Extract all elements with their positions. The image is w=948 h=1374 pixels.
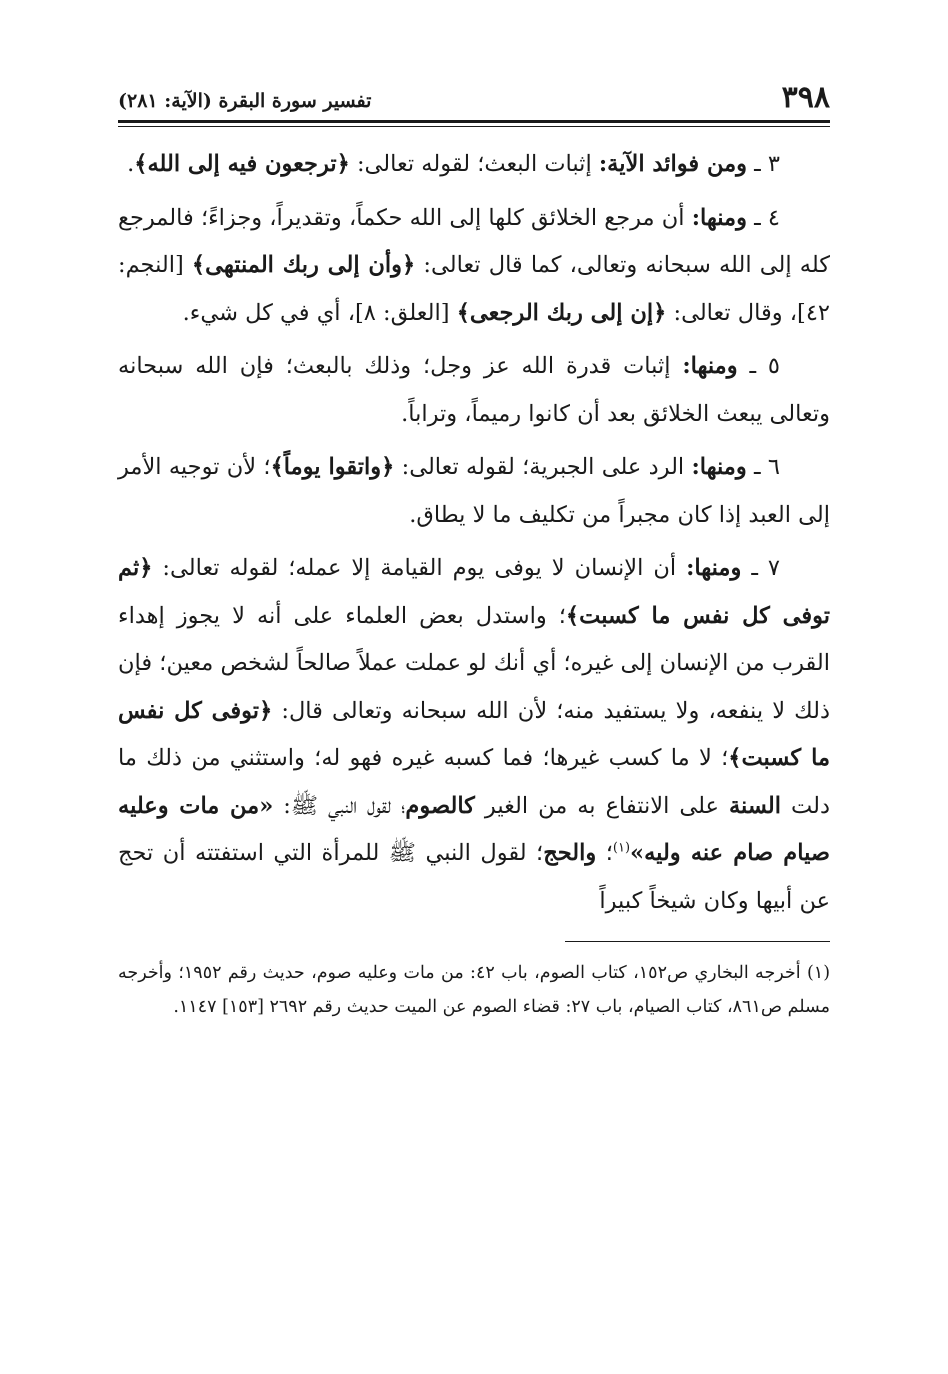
page-body bbox=[118, 141, 830, 925]
footnote-separator bbox=[565, 941, 830, 942]
footnote-ref[interactable]: (١) bbox=[612, 840, 631, 856]
paragraph-3: ٣ ـ ومن فوائد الآية: إثبات البعث؛ لقوله تعالى: ﴿ترجعون فيه إلى الله﴾. bbox=[127, 151, 780, 177]
paragraph-4: ٤ ـ ومنها: أن مرجع الخلائق كلها إلى الله حكماً، وتقديراً، وجزاءً؛ فالمرجع كله إلى الله سبحانه وتعالى، كما قال تعالى: ﴿وأن إلى ربك المنتهى﴾ [النجم: ٤٢]، وقال تعالى: ﴿إن إلى ربك الرجعى﴾ [العلق: ٨]، أي في كل شيء. bbox=[118, 204, 830, 326]
paragraph-6: ٦ ـ ومنها: الرد على الجبرية؛ لقوله تعالى: ﴿واتقوا يوماً﴾؛ لأن توجيه الأمر إلى العبد إذا كان مجبراً من تكليف ما لا يطاق. bbox=[118, 454, 830, 528]
paragraph-5: ٥ ـ ومنها: إثبات قدرة الله عز وجل؛ وذلك بالبعث؛ فإن الله سبحانه وتعالى يبعث الخلائق بعد أن كانوا رميماً، وتراباً. bbox=[118, 353, 830, 427]
footnote: (١) أخرجه البخاري ص١٥٢، كتاب الصوم، باب ٤٢: من مات وعليه صوم، حديث رقم ١٩٥٢؛ وأخرجه مسلم ص٨٦١، كتاب الصيام، باب ٢٧: قضاء الصوم عن الميت حديث رقم ٢٦٩٢ [١٥٣] ١١٤٧. bbox=[118, 963, 831, 1017]
page-number: ٣٩٨ bbox=[781, 80, 830, 115]
paragraph-7: ٧ ـ ومنها: أن الإنسان لا يوفى يوم القيامة إلا عمله؛ لقوله تعالى: ﴿ثم توفى كل نفس ما كسبت﴾؛ واستدل بعض العلماء على أنه لا يجوز إهداء القرب من الإنسان إلى غيره؛ أي أنك لو عملت عملاً صالحاً لشخص معين؛ فإن ذلك لا ينفعه، ولا يستفيد منه؛ لأن الله سبحانه وتعالى قال: ﴿توفى كل نفس ما كسبت﴾؛ لا ما كسب غيرها؛ فما كسبه غيره فهو له؛ واستثني من ذلك ما دلت السنة على الانتفاع به من الغير كالصوم؛ لقول النبي ﷺ: «من مات وعليه صيام صام عنه وليه»$^{(١)}$؛ والحج؛ لقول النبي ﷺ للمرأة التي استفتته أن تحج عن أبيها وكان شيخاً كبيراً bbox=[118, 555, 831, 914]
book-page bbox=[118, 80, 830, 1310]
header-rule-thick bbox=[118, 120, 830, 123]
running-title: تفسير سورة البقرة (الآية: ٢٨١) bbox=[118, 90, 372, 112]
header-rule-thin bbox=[118, 126, 830, 127]
page-header bbox=[118, 80, 830, 114]
